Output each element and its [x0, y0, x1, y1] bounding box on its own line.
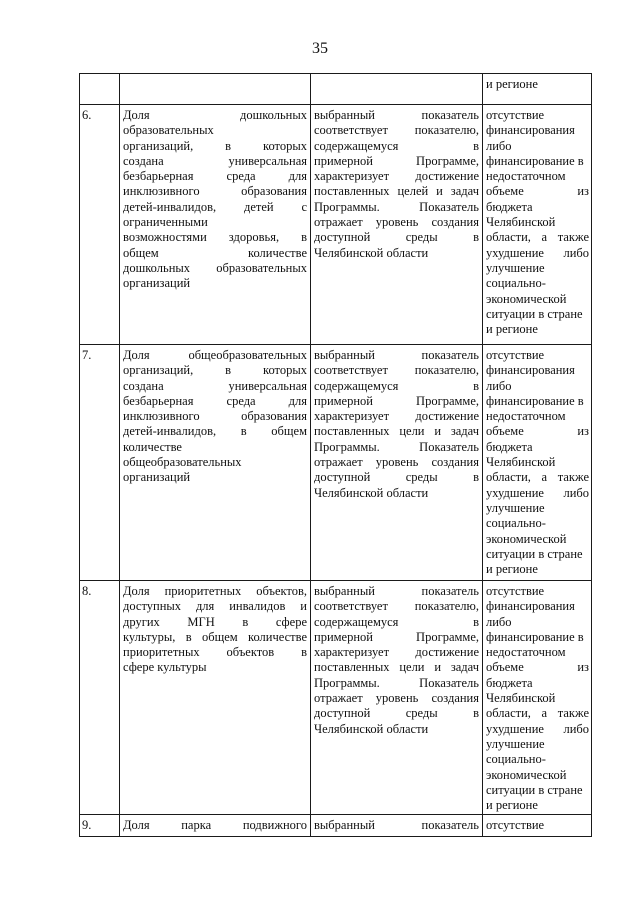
justification-cell — [311, 74, 483, 105]
cell-text-line: Доля общеобразовательных — [123, 348, 307, 362]
cell-text-line: финансирования — [486, 123, 575, 138]
cell-text-line: недостаточном — [486, 645, 566, 660]
cell-text-line: Челябинской — [486, 691, 556, 706]
cell-text-line: Доля парка подвижного — [123, 818, 307, 832]
cell-text-line: Программы. Показатель — [314, 199, 479, 214]
cell-text-line: улучшение — [486, 736, 545, 751]
cell-text-line: Доля дошкольных — [123, 108, 307, 122]
justification-cell — [311, 345, 483, 581]
cell-text-line: и регионе — [486, 322, 538, 337]
cell-text-line: создана универсальная — [123, 153, 307, 168]
cell-text-line: ухудшение либо — [486, 245, 589, 260]
cell-text-line: либо — [486, 378, 512, 393]
cell-text-line: характеризует достижение — [314, 169, 479, 184]
cell-text-line: поставленных цели и задач — [314, 660, 479, 675]
cell-text-line: финансирование в — [486, 393, 584, 408]
cell-text-line: улучшение — [486, 260, 545, 275]
cell-text-line: содержащемуся в — [314, 378, 479, 393]
cell-text-line: ограниченными — [123, 215, 208, 230]
cell-text-line: области, а также — [486, 706, 589, 721]
cell-text-line: недостаточном — [486, 169, 566, 184]
row-number: 8. — [82, 584, 92, 598]
row-number-cell — [80, 815, 120, 837]
cell-text-line: детей-инвалидов, в общем — [123, 424, 307, 439]
row-number: 7. — [82, 348, 92, 362]
indicators-table-body — [80, 74, 592, 837]
table-row — [80, 345, 592, 581]
cell-text-line: безбарьерная среда для — [123, 169, 307, 184]
cell-text-line: Программы. Показатель — [314, 439, 479, 454]
cell-text-line: детей-инвалидов, детей с — [123, 199, 307, 214]
row-number-cell — [80, 105, 120, 345]
cell-text-line: области, а также — [486, 230, 589, 245]
page-number: 35 — [312, 40, 328, 57]
cell-text-line: отражает уровень создания — [314, 215, 479, 230]
cell-text-line: ухудшение либо — [486, 485, 589, 500]
cell-text-line: содержащемуся в — [314, 614, 479, 629]
cell-text-line: примерной Программе, — [314, 629, 479, 644]
cell-text-line: Челябинской области — [314, 721, 429, 736]
cell-text-line: образовательных — [123, 123, 214, 138]
indicator-name-cell — [120, 581, 311, 815]
cell-text-line: доступной среды в — [314, 706, 479, 721]
table-row — [80, 105, 592, 345]
risks-cell — [483, 105, 592, 345]
cell-text-line: доступной среды в — [314, 470, 479, 485]
cell-text-line: отражает уровень создания — [314, 691, 479, 706]
cell-text-line: финансирования — [486, 599, 575, 614]
row-number: 6. — [82, 108, 92, 122]
cell-text-line: социально- — [486, 276, 546, 291]
cell-text-line: выбранный показатель — [314, 108, 479, 122]
cell-text-line: ситуации в стране — [486, 546, 583, 561]
cell-text-line: улучшение — [486, 500, 545, 515]
cell-text-line: содержащемуся в — [314, 138, 479, 153]
cell-text-line: общем количестве — [123, 245, 307, 260]
cell-text-line: отсутствие — [486, 818, 545, 832]
justification-cell — [311, 105, 483, 345]
cell-text-line: социально- — [486, 516, 546, 531]
cell-text-line: бюджета — [486, 439, 533, 454]
cell-text-line: организаций, в которых — [123, 363, 307, 378]
cell-text-line: и регионе — [486, 798, 538, 813]
cell-text-line: Доля приоритетных объектов, — [123, 584, 307, 598]
cell-text-line: инклюзивного образования — [123, 409, 307, 424]
cell-text-line: поставленных целей и задач — [314, 184, 479, 199]
cell-text-line: соответствует показателю, — [314, 599, 479, 614]
cell-text-line: отсутствие — [486, 584, 545, 598]
justification-cell — [311, 581, 483, 815]
cell-text-line: культуры, в общем количестве — [123, 629, 307, 644]
cell-text-line: ситуации в стране — [486, 306, 583, 321]
justification-cell — [311, 815, 483, 837]
risks-cell — [483, 815, 592, 837]
cell-text-line: выбранный показатель — [314, 584, 479, 598]
cell-text-line: финансирования — [486, 363, 575, 378]
cell-text-line: объеме из — [486, 424, 589, 439]
cell-text-line: объеме из — [486, 184, 589, 199]
table-row — [80, 815, 592, 837]
cell-text-line: ситуации в стране — [486, 782, 583, 797]
row-number: 9. — [82, 818, 92, 832]
cell-text-line: области, а также — [486, 470, 589, 485]
cell-text-line: организаций — [123, 276, 191, 291]
indicators-table — [79, 73, 592, 837]
table-row — [80, 581, 592, 815]
cell-text-line: выбранный показатель — [314, 818, 479, 832]
cell-text-line: примерной Программе, — [314, 153, 479, 168]
cell-text-line: экономической — [486, 767, 567, 782]
cell-text-line: и регионе — [486, 562, 538, 577]
cell-text-line: финансирование в — [486, 153, 584, 168]
cell-text-line: социально- — [486, 752, 546, 767]
risks-cell — [483, 581, 592, 815]
row-number-cell — [80, 345, 120, 581]
cell-text-line: отражает уровень создания — [314, 455, 479, 470]
cell-text-line: других МГН в сфере — [123, 614, 307, 629]
cell-text-line: либо — [486, 138, 512, 153]
cell-text-line: Челябинской области — [314, 485, 429, 500]
cell-text-line: примерной Программе, — [314, 393, 479, 408]
cell-text-line: Челябинской области — [314, 245, 429, 260]
indicator-name-cell — [120, 815, 311, 837]
table-row — [80, 74, 592, 105]
cell-text-line: соответствует показателю, — [314, 363, 479, 378]
cell-text-line: бюджета — [486, 675, 533, 690]
cell-text-line: ухудшение либо — [486, 721, 589, 736]
cell-text-line: и регионе — [486, 77, 538, 91]
cell-text-line: возможностями здоровья, в — [123, 230, 307, 245]
cell-text-line: приоритетных объектов в — [123, 645, 307, 660]
cell-text-line: отсутствие — [486, 348, 545, 362]
cell-text-line: объеме из — [486, 660, 589, 675]
cell-text-line: доступных для инвалидов и — [123, 599, 307, 614]
indicator-name-cell — [120, 74, 311, 105]
cell-text-line: поставленных цели и задач — [314, 424, 479, 439]
row-number-cell — [80, 74, 120, 105]
cell-text-line: организаций — [123, 470, 191, 485]
row-number-cell — [80, 581, 120, 815]
cell-text-line: доступной среды в — [314, 230, 479, 245]
cell-text-line: характеризует достижение — [314, 645, 479, 660]
cell-text-line: Программы. Показатель — [314, 675, 479, 690]
risks-cell — [483, 74, 592, 105]
cell-text-line: безбарьерная среда для — [123, 393, 307, 408]
cell-text-line: дошкольных образовательных — [123, 260, 307, 275]
cell-text-line: организаций, в которых — [123, 138, 307, 153]
cell-text-line: экономической — [486, 531, 567, 546]
indicator-name-cell — [120, 345, 311, 581]
cell-text-line: выбранный показатель — [314, 348, 479, 362]
cell-text-line: бюджета — [486, 199, 533, 214]
cell-text-line: Челябинской — [486, 455, 556, 470]
indicator-name-cell — [120, 105, 311, 345]
cell-text-line: соответствует показателю, — [314, 123, 479, 138]
cell-text-line: характеризует достижение — [314, 409, 479, 424]
cell-text-line: экономической — [486, 291, 567, 306]
cell-text-line: либо — [486, 614, 512, 629]
cell-text-line: инклюзивного образования — [123, 184, 307, 199]
cell-text-line: общеобразовательных — [123, 455, 242, 470]
cell-text-line: сфере культуры — [123, 660, 207, 675]
cell-text-line: Челябинской — [486, 215, 556, 230]
risks-cell — [483, 345, 592, 581]
cell-text-line: недостаточном — [486, 409, 566, 424]
cell-text-line: количестве — [123, 439, 182, 454]
cell-text-line: отсутствие — [486, 108, 545, 122]
cell-text-line: финансирование в — [486, 629, 584, 644]
cell-text-line: создана универсальная — [123, 378, 307, 393]
